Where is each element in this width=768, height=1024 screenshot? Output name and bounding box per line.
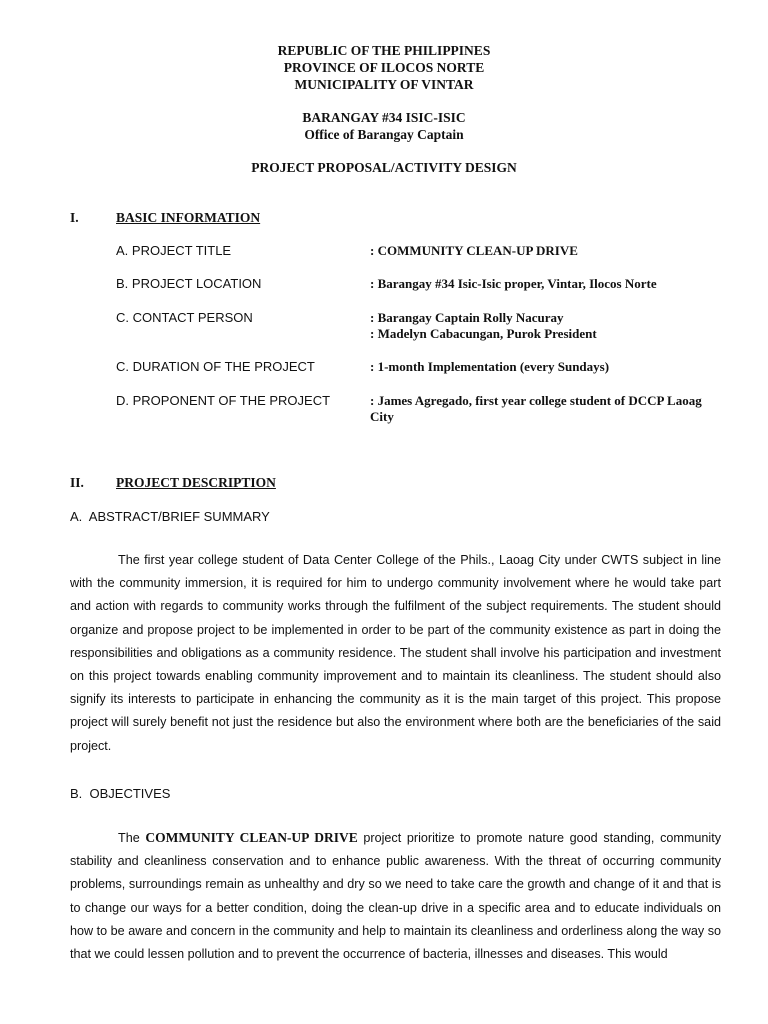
field-label-project-title: A. PROJECT TITLE — [116, 243, 232, 258]
section1-number: I. — [70, 210, 79, 225]
field-value-project-title: : COMMUNITY CLEAN-UP DRIVE — [370, 243, 578, 258]
objectives-text: project prioritize to promote nature good standing, community stability and cleanliness conservation and to enhance public awareness. With the threat of occurring community problems, surroundings remain as unhealthy and dry so we need to take care the growth and change of it and that is to change our ways for a better condition, doing the clean-up drive in a specific area and to educate individuals on how to be aware and concern in the community and help to maintain its cleanliness and orderliness along the way so that we could lessen pollution and to prevent the occurrence of bacteria, illnesses and diseases. This would — [70, 831, 721, 962]
abstract-paragraph: The first year college student of Data Center College of the Phils., Laoag City under CWTS subject in line with the community immersion, it is required for him to undergo community involvement where he would take part and action with regards to community works through the fulfilment of the subject requirements. The student should organize and propose project to be implemented in order to be part of the community existence as part in doing the responsibilities and obligations as a community residence. The student shall involve his participation and investment on this project towards enabling community improvement and to maintain its cleanliness. The student should also signify its interests to participate in enhancing the community as it is the main target of this project. This propose project will surely benefit not just the residence but also the environment where both are the beneficiaries of the said project. — [70, 553, 721, 753]
header-province: PROVINCE OF ILOCOS NORTE — [283, 60, 485, 75]
header-republic: REPUBLIC OF THE PHILIPPINES — [277, 43, 491, 58]
subsection-abstract-heading: A. ABSTRACT/BRIEF SUMMARY — [70, 509, 270, 524]
field-value-project-location: : Barangay #34 Isic-Isic proper, Vintar, Ilocos Norte — [370, 276, 657, 291]
field-label-project-location: B. PROJECT LOCATION — [116, 276, 262, 291]
section1-title: BASIC INFORMATION — [116, 210, 261, 225]
section2-number: II. — [70, 475, 84, 490]
field-value-contact-person-1: : Barangay Captain Rolly Nacuray — [370, 310, 564, 325]
objectives-project-name: COMMUNITY CLEAN-UP DRIVE — [145, 830, 358, 845]
section2-title: PROJECT DESCRIPTION — [116, 475, 276, 490]
field-label-duration: C. DURATION OF THE PROJECT — [116, 359, 315, 374]
field-value-proponent: : James Agregado, first year college student of DCCP Laoag City — [370, 393, 702, 424]
field-label-contact-person: C. CONTACT PERSON — [116, 310, 253, 325]
header-office: Office of Barangay Captain — [304, 127, 464, 142]
document-title: PROJECT PROPOSAL/ACTIVITY DESIGN — [251, 160, 517, 175]
field-label-proponent: D. PROPONENT OF THE PROJECT — [116, 393, 331, 408]
field-value-contact-person-2: : Madelyn Cabacungan, Purok President — [370, 326, 597, 341]
objectives-lead: The — [118, 831, 146, 845]
objectives-paragraph — [70, 826, 721, 966]
subsection-objectives-heading: B. OBJECTIVES — [70, 786, 171, 801]
field-value-duration: : 1-month Implementation (every Sundays) — [370, 359, 610, 374]
header-municipality: MUNICIPALITY OF VINTAR — [294, 77, 474, 92]
header-barangay: BARANGAY #34 ISIC-ISIC — [302, 110, 466, 125]
